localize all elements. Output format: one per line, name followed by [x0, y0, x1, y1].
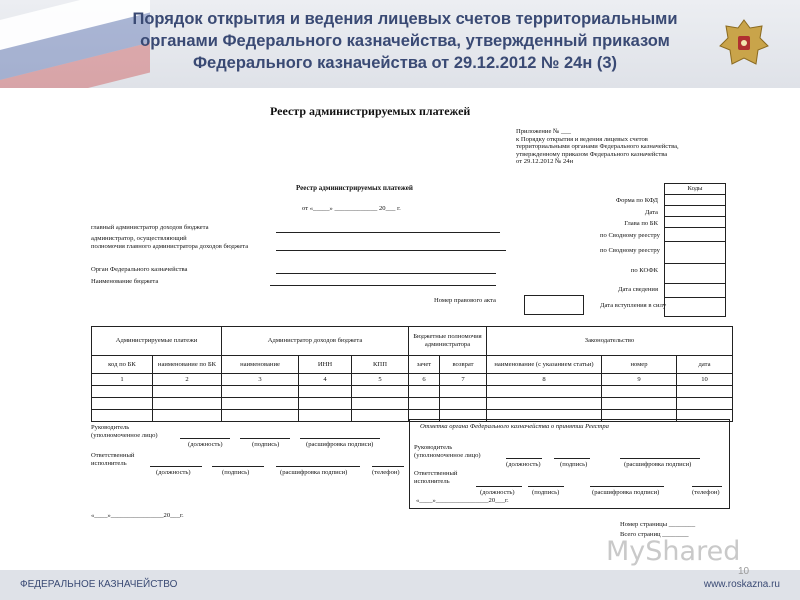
slide-footer [0, 570, 800, 600]
field-line [276, 250, 506, 251]
sig-caption: (расшифровка подписи) [306, 441, 374, 448]
legal-act-box [524, 295, 584, 315]
sig-line [212, 466, 264, 467]
field-line [270, 285, 496, 286]
sig-line [240, 438, 290, 439]
sig-caption: (должность) [480, 489, 515, 496]
sub-header: код по БК [92, 356, 153, 374]
sig-caption: (подпись) [222, 469, 250, 476]
sub-header: номер [602, 356, 677, 374]
field-admin-powers: полномочия главного администратора доходов бюджета [91, 243, 249, 250]
group-header: Администрируемые платежи [92, 327, 222, 356]
sig-line [180, 438, 230, 439]
form-date: от «_____» _____________ 20___ г. [302, 205, 401, 212]
table-row [92, 386, 733, 398]
sig-caption: (должность) [156, 469, 191, 476]
sig-line [276, 466, 360, 467]
field-budget-name: Наименование бюджета [91, 278, 159, 285]
sub-header: возврат [440, 356, 487, 374]
sig-caption: (подпись) [560, 461, 588, 468]
sub-header: наименование [222, 356, 299, 374]
footer-org: ФЕДЕРАЛЬНОЕ КАЗНАЧЕЙСТВО [20, 579, 178, 590]
slide-header [0, 0, 800, 88]
sig-line [372, 466, 404, 467]
sig-date: «____»________________20___г. [91, 512, 184, 519]
footer-link[interactable]: www.roskazna.ru [703, 579, 780, 590]
field-treasury-body: Орган Федерального казначейства [91, 266, 188, 273]
column-numbers: 1 2 3 4 5 6 7 8 9 10 [92, 374, 733, 386]
group-header: Администратор доходов бюджета [222, 327, 409, 356]
document-heading: Реестр администрируемых платежей [270, 104, 471, 118]
watermark: MyShared [606, 536, 741, 567]
sig-caption: (подпись) [532, 489, 560, 496]
field-line [276, 232, 500, 233]
sub-header: зачет [409, 356, 440, 374]
sub-header: наименование по БК [153, 356, 222, 374]
table-row [92, 398, 733, 410]
sig-caption: (расшифровка подписи) [624, 461, 692, 468]
receipt-title: Отметка органа Федерального казначейства о принятии Реестра [420, 423, 609, 430]
receipt-date: «____»________________20___г. [416, 497, 509, 504]
receipt-executor-label: Ответственный исполнитель [414, 470, 458, 485]
sig-head-label: Руководитель (уполномоченное лицо) [91, 424, 158, 439]
codes-labels: Форма по КФД Дата Глава по БК по Сводному реестру по Сводному реестру по КОФК Дата сведения Дата вступления в силу [600, 197, 667, 309]
group-header: Бюджетные полномочия администратора [409, 327, 487, 356]
receipt-head-label: Руководитель (уполномоченное лицо) [414, 444, 481, 459]
sig-caption: (подпись) [252, 441, 280, 448]
slide-title: Порядок открытия и ведения лицевых счетов территориальными органами Федерального казначейства, утвержденный приказом Федерального казначейства от 29.12.2012 № 24н (3) [132, 10, 678, 72]
sig-caption: (расшифровка подписи) [592, 489, 660, 496]
field-chief-admin: главный администратор доходов бюджета [91, 224, 209, 231]
sig-caption: (телефон) [372, 469, 400, 476]
page-info: Номер страницы ________ Всего страниц ________ [620, 521, 696, 538]
sig-caption: (должность) [506, 461, 541, 468]
treasury-emblem-icon [716, 16, 772, 72]
legal-act-label: Номер правового акта [434, 297, 496, 304]
sig-caption: (расшифровка подписи) [280, 469, 348, 476]
sub-header: КПП [352, 356, 409, 374]
sig-caption: (должность) [188, 441, 223, 448]
form-title: Реестр администрируемых платежей [296, 184, 413, 192]
payments-table [91, 326, 733, 422]
codes-header: Коды [665, 184, 725, 195]
treasury-receipt-box [409, 419, 730, 509]
sub-header: дата [677, 356, 733, 374]
sig-executor-label: Ответственный исполнитель [91, 452, 135, 467]
sig-line [300, 438, 380, 439]
appendix-note: Приложение № ___ к Порядку открытия и ведения лицевых счетов территориальными органами Федерального казначейства, утвержденному приказом Федерального казначейства от 29.12.2012 № 24н [516, 128, 679, 165]
group-header: Законодательство [487, 327, 733, 356]
field-admin: администратор, осуществляющий [91, 235, 187, 242]
field-line [276, 273, 496, 274]
sub-header: ИНН [299, 356, 352, 374]
page-number: 10 [738, 566, 750, 577]
sig-caption: (телефон) [692, 489, 720, 496]
codes-box [664, 183, 726, 317]
sig-line [150, 466, 202, 467]
sub-header: наименование (с указанием статьи) [487, 356, 602, 374]
